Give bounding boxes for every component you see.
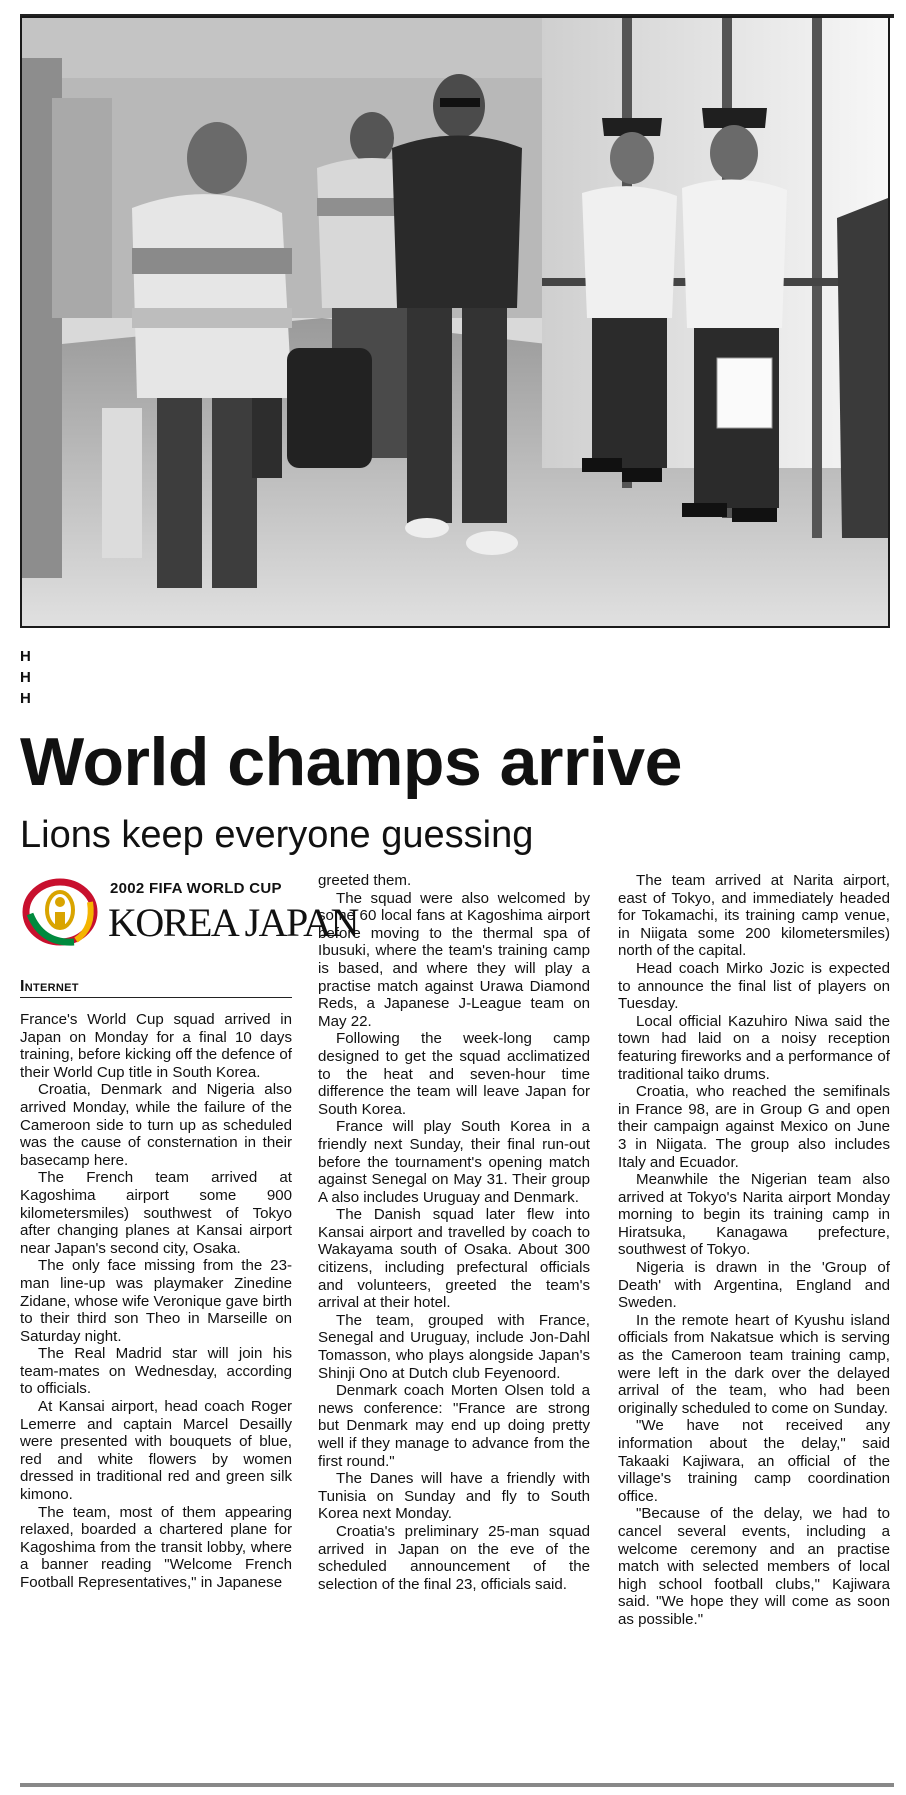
article-paragraph: France's World Cup squad arrived in Japan on Monday for a final 10 days training, before kicking off the defence of their World Cup title in South Korea. xyxy=(20,1011,292,1081)
article-paragraph: The Danish squad later flew into Kansai airport and travelled by coach to Wakayama south of Osaka. About 300 citizens, including prefectural officials and volunteers, greeted the team's arrival at their hotel. xyxy=(318,1206,590,1312)
article-paragraph: greeted them. xyxy=(318,872,412,889)
section-markers xyxy=(20,646,31,709)
article-paragraph: Croatia, Denmark and Nigeria also arrived Monday, while the failure of the Cameroon side to turn up as scheduled was the cause of consternation in their basecamp here. xyxy=(20,1081,292,1169)
marker: H xyxy=(20,648,31,665)
article-paragraph: The only face missing from the 23-man line-up was playmaker Zinedine Zidane, whose wife Veronique gave birth to their third son Theo in Marseille on Saturday night. xyxy=(20,1257,292,1345)
section-rule xyxy=(20,997,292,998)
news-photo xyxy=(20,16,890,628)
article-paragraph: Nigeria is drawn in the 'Group of Death' with Argentina, England and Sweden. xyxy=(618,1259,890,1312)
headline: World champs arrive xyxy=(20,724,682,800)
article-paragraph: The team arrived at Narita airport, east of Tokyo, and immediately headed for Tokamachi, its training camp venue, in Niigata some 200 kilometersmiles) north of the capital. xyxy=(618,872,890,960)
logo-tournament-text: 2002 FIFA WORLD CUP xyxy=(110,880,282,897)
article-paragraph: France will play South Korea in a friendly next Sunday, their final run-out before the tournament's opening match against Senegal on May 31. Their group A also includes Uruguay and Denmark. xyxy=(318,1118,590,1206)
article-column-2 xyxy=(318,872,590,1593)
article-paragraph: Head coach Mirko Jozic is expected to announce the final list of players on Tuesday. xyxy=(618,959,890,1013)
article-column-3 xyxy=(618,872,890,1629)
section-label: Internet xyxy=(20,978,79,995)
article-paragraph: Denmark coach Morten Olsen told a news conference: "France are strong but Denmark may end up doing pretty well if they manage to advance from the first round." xyxy=(318,1382,590,1470)
article-paragraph: The team, most of them appearing relaxed, boarded a chartered plane for Kagoshima from the transit lobby, where a banner reading "Welcome French Football Representatives," in Japanese xyxy=(20,1503,292,1591)
article-paragraph: Local official Kazuhiro Niwa said the town had laid on a noisy reception featuring fireworks and a performance of traditional taiko drums. xyxy=(618,1012,890,1083)
article-paragraph: In the remote heart of Kyushu island officials from Nakatsue which is serving as the Cameroon team training camp, were left in the dark over the delayed arrival of the team, who had been originally scheduled to come on Sunday. xyxy=(618,1311,890,1417)
article-paragraph: Croatia's preliminary 25-man squad arrived in Japan on the eve of the scheduled announcement of the selection of the final 23, officials said. xyxy=(318,1522,590,1593)
article-paragraph: The team, grouped with France, Senegal and Uruguay, include Jon-Dahl Tomasson, who plays alongside Japan's Shinji Ono at Dutch club Feyenoord. xyxy=(318,1311,590,1382)
wall-panel xyxy=(52,98,112,318)
subheadline: Lions keep everyone guessing xyxy=(20,814,534,856)
article-paragraph: The Danes will have a friendly with Tunisia on Sunday and fly to South Korea next Monday. xyxy=(318,1470,590,1523)
bottom-rule xyxy=(20,1783,894,1787)
article-paragraph: The squad were also welcomed by some 60 local fans at Kagoshima airport before moving to the thermal spa of Ibusuki, where the team's training camp is based, and where they will play a practise match against Urawa Diamond Reds, a Japanese J-League team on May 22. xyxy=(318,889,590,1030)
article-paragraph: At Kansai airport, head coach Roger Lemerre and captain Marcel Desailly were presented with bouquets of blue, red and white flowers by women dressed in traditional red and green silk kimono. xyxy=(20,1398,292,1504)
article-paragraph: Meanwhile the Nigerian team also arrived at Tokyo's Narita airport Monday morning to begin its training camp in Hiratsuka, Kanagawa prefecture, southwest of Tokyo. xyxy=(618,1171,890,1259)
logo-hosts-text: KOREA JAPAN xyxy=(108,900,358,945)
article-paragraph: Croatia, who reached the semifinals in France 98, are in Group G and open their campaign against Mexico on June 3 in Niigata. The group also includes Italy and Ecuador. xyxy=(618,1083,890,1171)
article-paragraph: The Real Madrid star will join his team-mates on Wednesday, according to officials. xyxy=(20,1345,292,1398)
marker: H xyxy=(20,690,31,707)
article-column-1 xyxy=(20,1011,292,1592)
article-paragraph: Following the week-long camp designed to get the squad acclimatized to the heat and seven-hour time difference the team will leave Japan for South Korea. xyxy=(318,1030,590,1118)
article-paragraph: The French team arrived at Kagoshima airport some 900 kilometersmiles) southwest of Tokyo after changing planes at Kansai airport near Japan's second city, Osaka. xyxy=(20,1169,292,1257)
article-paragraph: "We have not received any information about the delay," said Takaaki Kajiwara, an official of the village's training camp coordination office. xyxy=(618,1417,890,1505)
article-paragraph: "Because of the delay, we had to cancel several events, including a welcome ceremony and an practise match with selected members of local high school football clubs," Kajiwara said. "We hope they will come as soon as possible." xyxy=(618,1505,890,1628)
marker: H xyxy=(20,669,31,686)
world-cup-emblem-icon xyxy=(20,872,100,958)
person-right xyxy=(837,198,888,538)
world-cup-logo xyxy=(20,872,358,958)
